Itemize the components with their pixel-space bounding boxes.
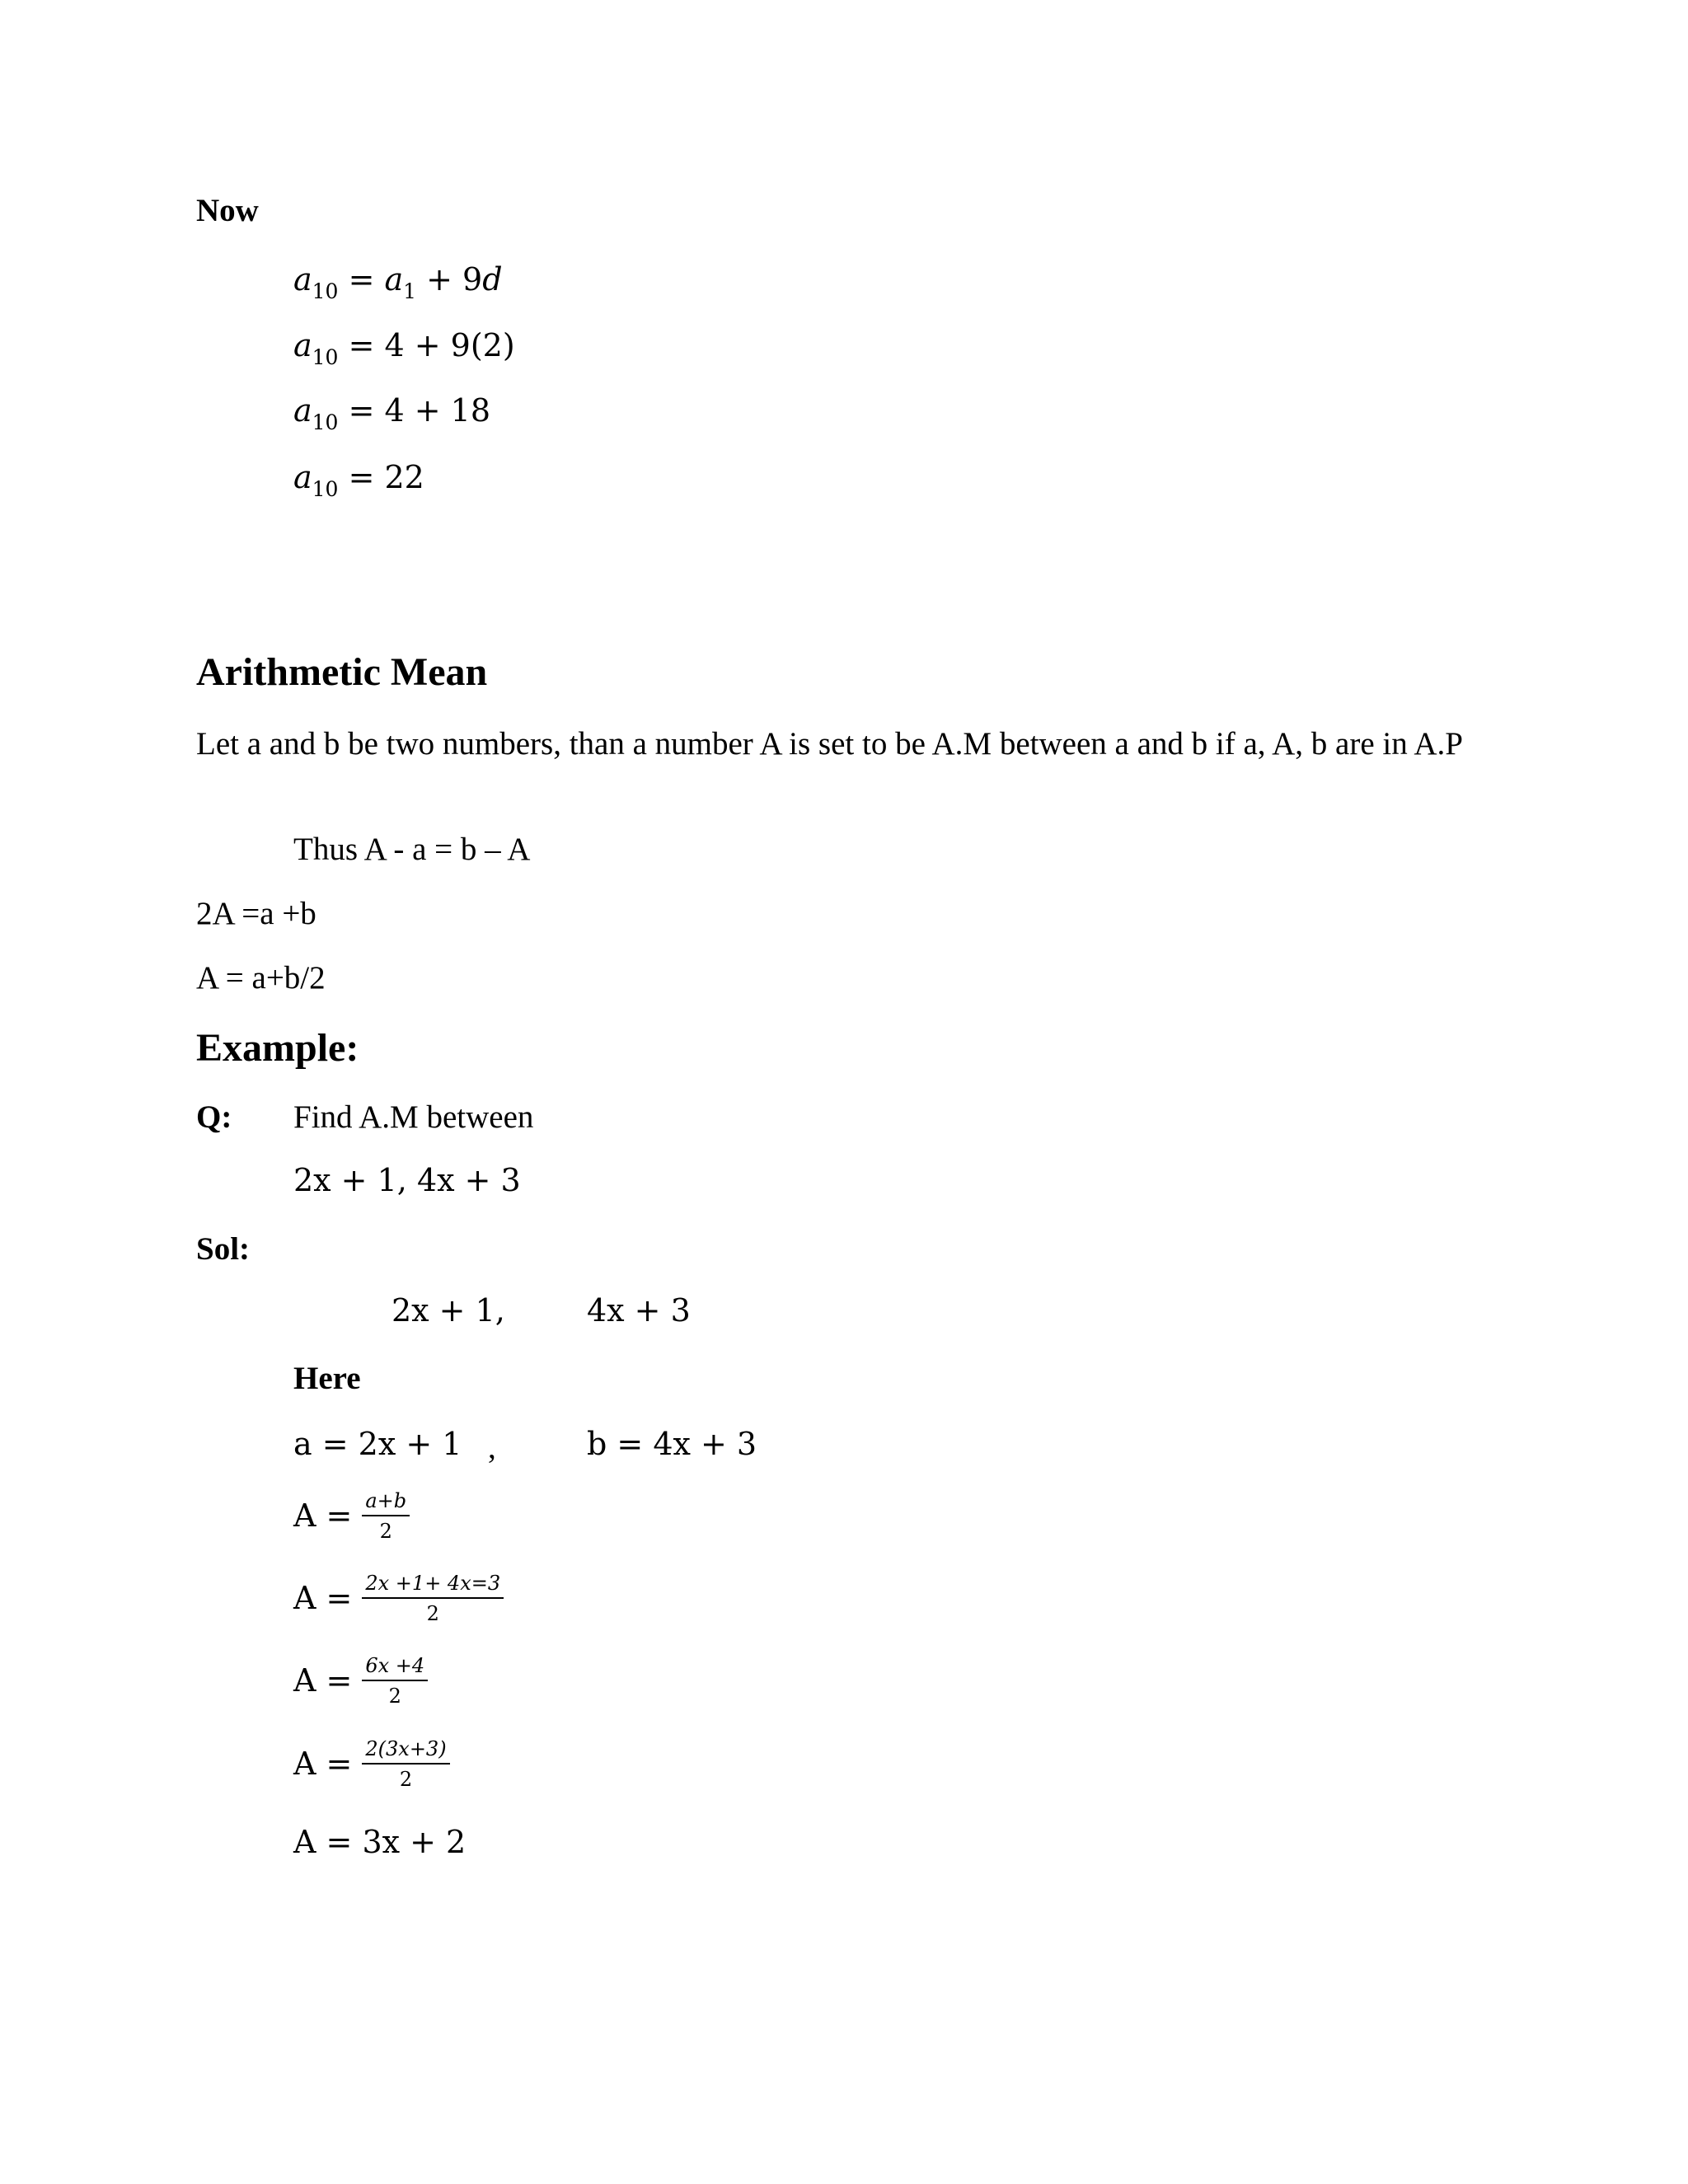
step-1-denominator: 2 xyxy=(379,1520,392,1544)
a-equation: A = a+b/2 xyxy=(196,960,326,996)
arithmetic-mean-heading: Arithmetic Mean xyxy=(196,650,488,694)
equation-line-3 xyxy=(293,392,490,435)
step-4-denominator: 2 xyxy=(399,1768,413,1792)
step-1 xyxy=(293,1490,410,1543)
step-4-lhs: A = xyxy=(293,1746,353,1783)
question-expression: 2x + 1, 4x + 3 xyxy=(293,1162,521,1198)
question-text: Find A.M between xyxy=(293,1099,534,1135)
equation-line-1-rhs-suffix: + 9 xyxy=(416,261,483,298)
equation-line-3-lhs: a xyxy=(293,392,312,429)
question-label: Q: xyxy=(196,1099,232,1135)
equation-line-1 xyxy=(293,261,503,304)
step-3-lhs: A = xyxy=(293,1662,353,1699)
equation-line-3-lhs-sub: 10 xyxy=(312,410,339,434)
definition-separator: , xyxy=(488,1430,496,1465)
equation-line-4-lhs-sub: 10 xyxy=(312,477,339,501)
equation-line-1-rhs-tail: d xyxy=(482,261,503,298)
step-3-numerator: 6x +4 xyxy=(362,1655,428,1681)
equation-line-4-rhs: = 22 xyxy=(348,459,424,495)
equation-line-4 xyxy=(293,459,424,502)
arithmetic-mean-definition: Let a and b be two numbers, than a number A is set to be A.M between a and b if a, A, b are in A.P xyxy=(196,726,1463,762)
equation-line-1-lhs: a xyxy=(293,261,312,298)
solution-first-term: 2x + 1, xyxy=(392,1292,505,1329)
equation-line-2-lhs: a xyxy=(293,327,312,363)
solution-label: Sol: xyxy=(196,1231,251,1267)
thus-equation: Thus A - a = b – A xyxy=(293,832,531,867)
example-heading: Example: xyxy=(196,1026,359,1070)
equation-line-4-lhs: a xyxy=(293,459,312,495)
equation-line-1-lhs-sub: 10 xyxy=(312,279,339,303)
step-1-lhs: A = xyxy=(293,1497,353,1535)
equation-line-1-rhs-prefix: = xyxy=(348,261,385,298)
final-answer: A = 3x + 2 xyxy=(293,1824,467,1860)
equation-line-2 xyxy=(293,327,515,370)
b-definition: b = 4x + 3 xyxy=(587,1426,757,1462)
step-3 xyxy=(293,1655,428,1708)
step-1-fraction xyxy=(362,1490,410,1543)
step-4-numerator: 2(3x+3) xyxy=(362,1738,449,1765)
two-a-equation: 2A =a +b xyxy=(196,896,316,931)
step-2-lhs: A = xyxy=(293,1580,353,1617)
step-4 xyxy=(293,1738,450,1791)
step-2-denominator: 2 xyxy=(426,1602,439,1626)
solution-second-term: 4x + 3 xyxy=(587,1292,691,1329)
equation-line-1-rhs-sub: 1 xyxy=(403,279,417,303)
a-definition: a = 2x + 1 xyxy=(293,1426,462,1462)
step-4-fraction xyxy=(362,1738,449,1791)
step-2 xyxy=(293,1572,504,1625)
here-label: Here xyxy=(293,1361,361,1396)
equation-line-2-rhs: = 4 + 9(2) xyxy=(348,327,515,363)
step-2-numerator: 2x +1+ 4x=3 xyxy=(362,1572,504,1599)
step-2-fraction xyxy=(362,1572,504,1625)
equation-line-1-rhs-var: a xyxy=(384,261,404,298)
equation-line-3-rhs: = 4 + 18 xyxy=(348,392,491,429)
step-1-numerator: a+b xyxy=(362,1490,410,1516)
now-label: Now xyxy=(196,193,259,228)
step-3-fraction xyxy=(362,1655,428,1708)
equation-line-2-lhs-sub: 10 xyxy=(312,345,339,369)
step-3-denominator: 2 xyxy=(388,1685,401,1708)
